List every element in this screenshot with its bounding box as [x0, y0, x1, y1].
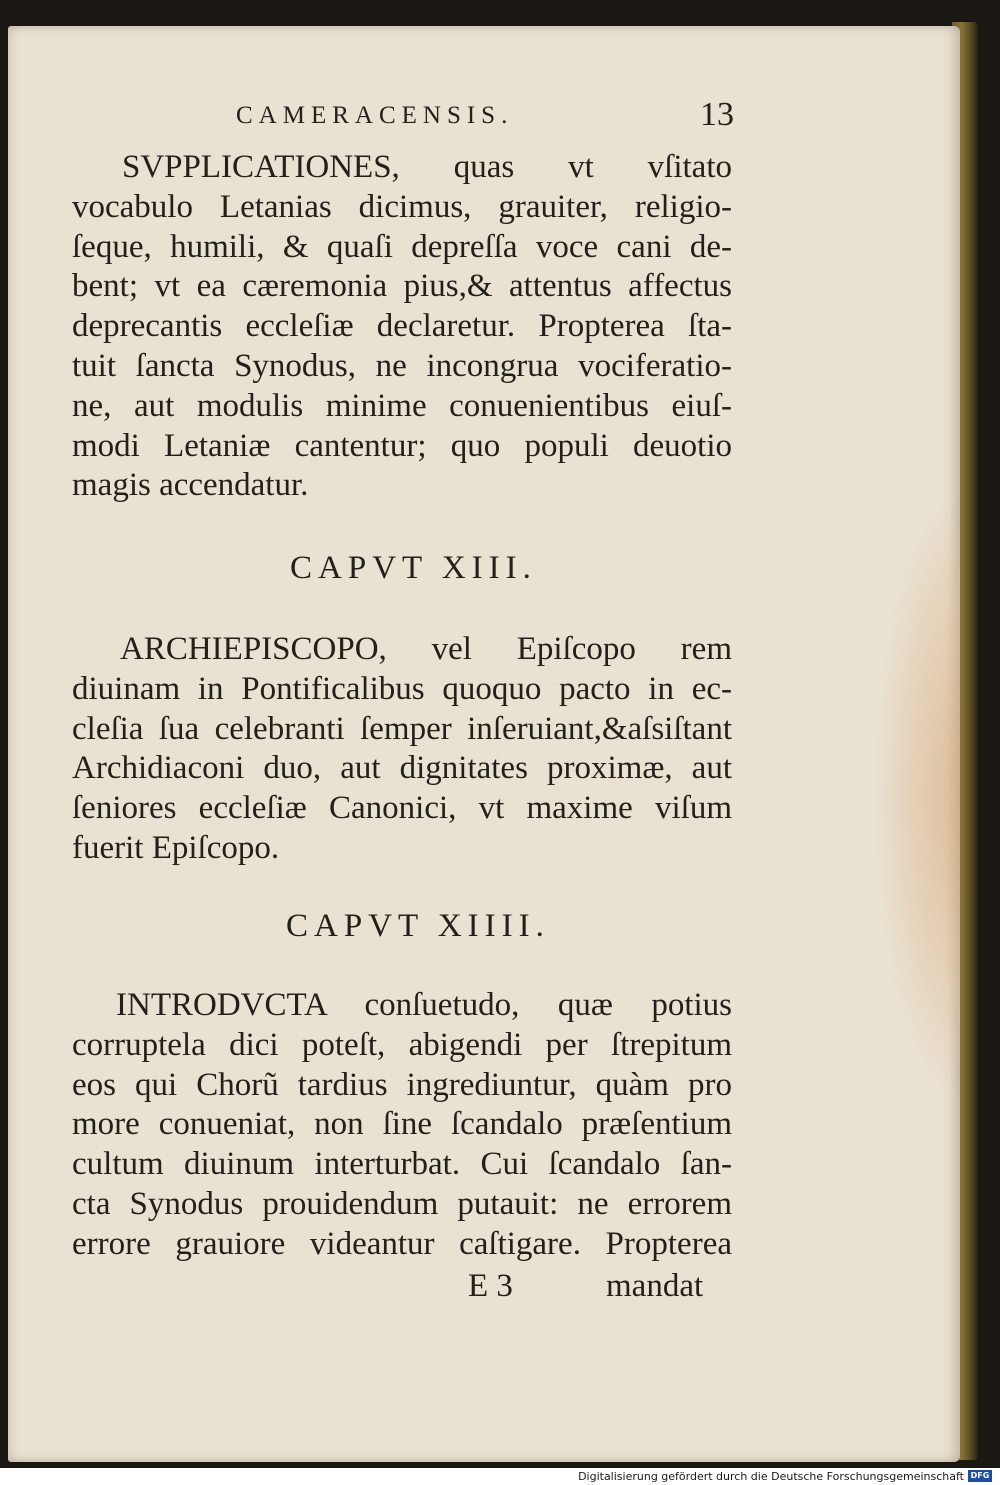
- text-line: ſeque, humili, & quaſi depreſſa voce cani de-: [72, 228, 732, 265]
- text-line: INTRODVCTA conſuetudo, quæ potius: [116, 987, 732, 1023]
- text-line: fuerit Epiſcopo.: [72, 829, 280, 866]
- text-line: corruptela dici poteſt, abigendi per ſtrepitum: [72, 1026, 732, 1063]
- text-line: deprecantis eccleſiæ declaretur. Propterea ſta-: [72, 308, 732, 345]
- running-header-title: CAMERACENSIS.: [236, 102, 514, 129]
- text-line: magis accendatur.: [72, 467, 309, 504]
- text-line: cultum diuinum interturbat. Cui ſcandalo ſan-: [72, 1146, 732, 1183]
- digitization-credit: Digitalisierung gefördert durch die Deutsche Forschungsgemeinschaft: [578, 1470, 964, 1483]
- text-line: eos qui Chorũ tardius ingrediuntur, quàm pro: [72, 1066, 732, 1103]
- text-line: cta Synodus prouidendum putauit: ne errorem: [72, 1185, 732, 1222]
- text-line: SVPPLICATIONES, quas vt vſitato: [122, 149, 732, 185]
- chapter-heading-xiii: CAPVT XIII.: [290, 550, 537, 586]
- chapter-heading-xiiii: CAPVT XIIII.: [286, 908, 550, 944]
- text-line: more conueniat, non ſine ſcandalo præſentium: [72, 1106, 732, 1143]
- text-line: Archidiaconi duo, aut dignitates proximæ, aut: [72, 750, 732, 787]
- catchword: mandat: [606, 1268, 704, 1304]
- page-number: 13: [700, 96, 734, 133]
- paragraph-archiepiscopo: [72, 630, 732, 869]
- text-line: vocabulo Letanias dicimus, grauiter, religio-: [72, 188, 732, 225]
- text-line: ne, aut modulis minime conuenientibus eiuſ-: [72, 387, 732, 424]
- text-line: diuinam in Pontificalibus quoquo pacto in ec-: [72, 670, 732, 707]
- text-line: ARCHIEPISCOPO, vel Epiſcopo rem: [120, 631, 732, 667]
- text-line: errore grauiore videantur caſtigare. Propterea: [72, 1225, 732, 1262]
- water-stain: [878, 496, 960, 1096]
- paragraph-introducta: [72, 986, 732, 1265]
- signature-mark: E 3: [468, 1268, 513, 1304]
- paragraph-supplicationes: [72, 148, 732, 506]
- text-line: bent; vt ea cæremonia pius,& attentus affectus: [72, 268, 732, 305]
- text-line: ſeniores eccleſiæ Canonici, vt maxime viſum: [72, 790, 732, 827]
- text-line: tuit ſancta Synodus, ne incongrua vociferatio-: [72, 347, 732, 384]
- text-line: cleſia ſua celebranti ſemper inſeruiant,&aſsiſtant: [72, 710, 732, 747]
- text-line: modi Letaniæ cantentur; quo populi deuotio: [72, 427, 732, 464]
- dfg-logo: DFG: [968, 1470, 992, 1482]
